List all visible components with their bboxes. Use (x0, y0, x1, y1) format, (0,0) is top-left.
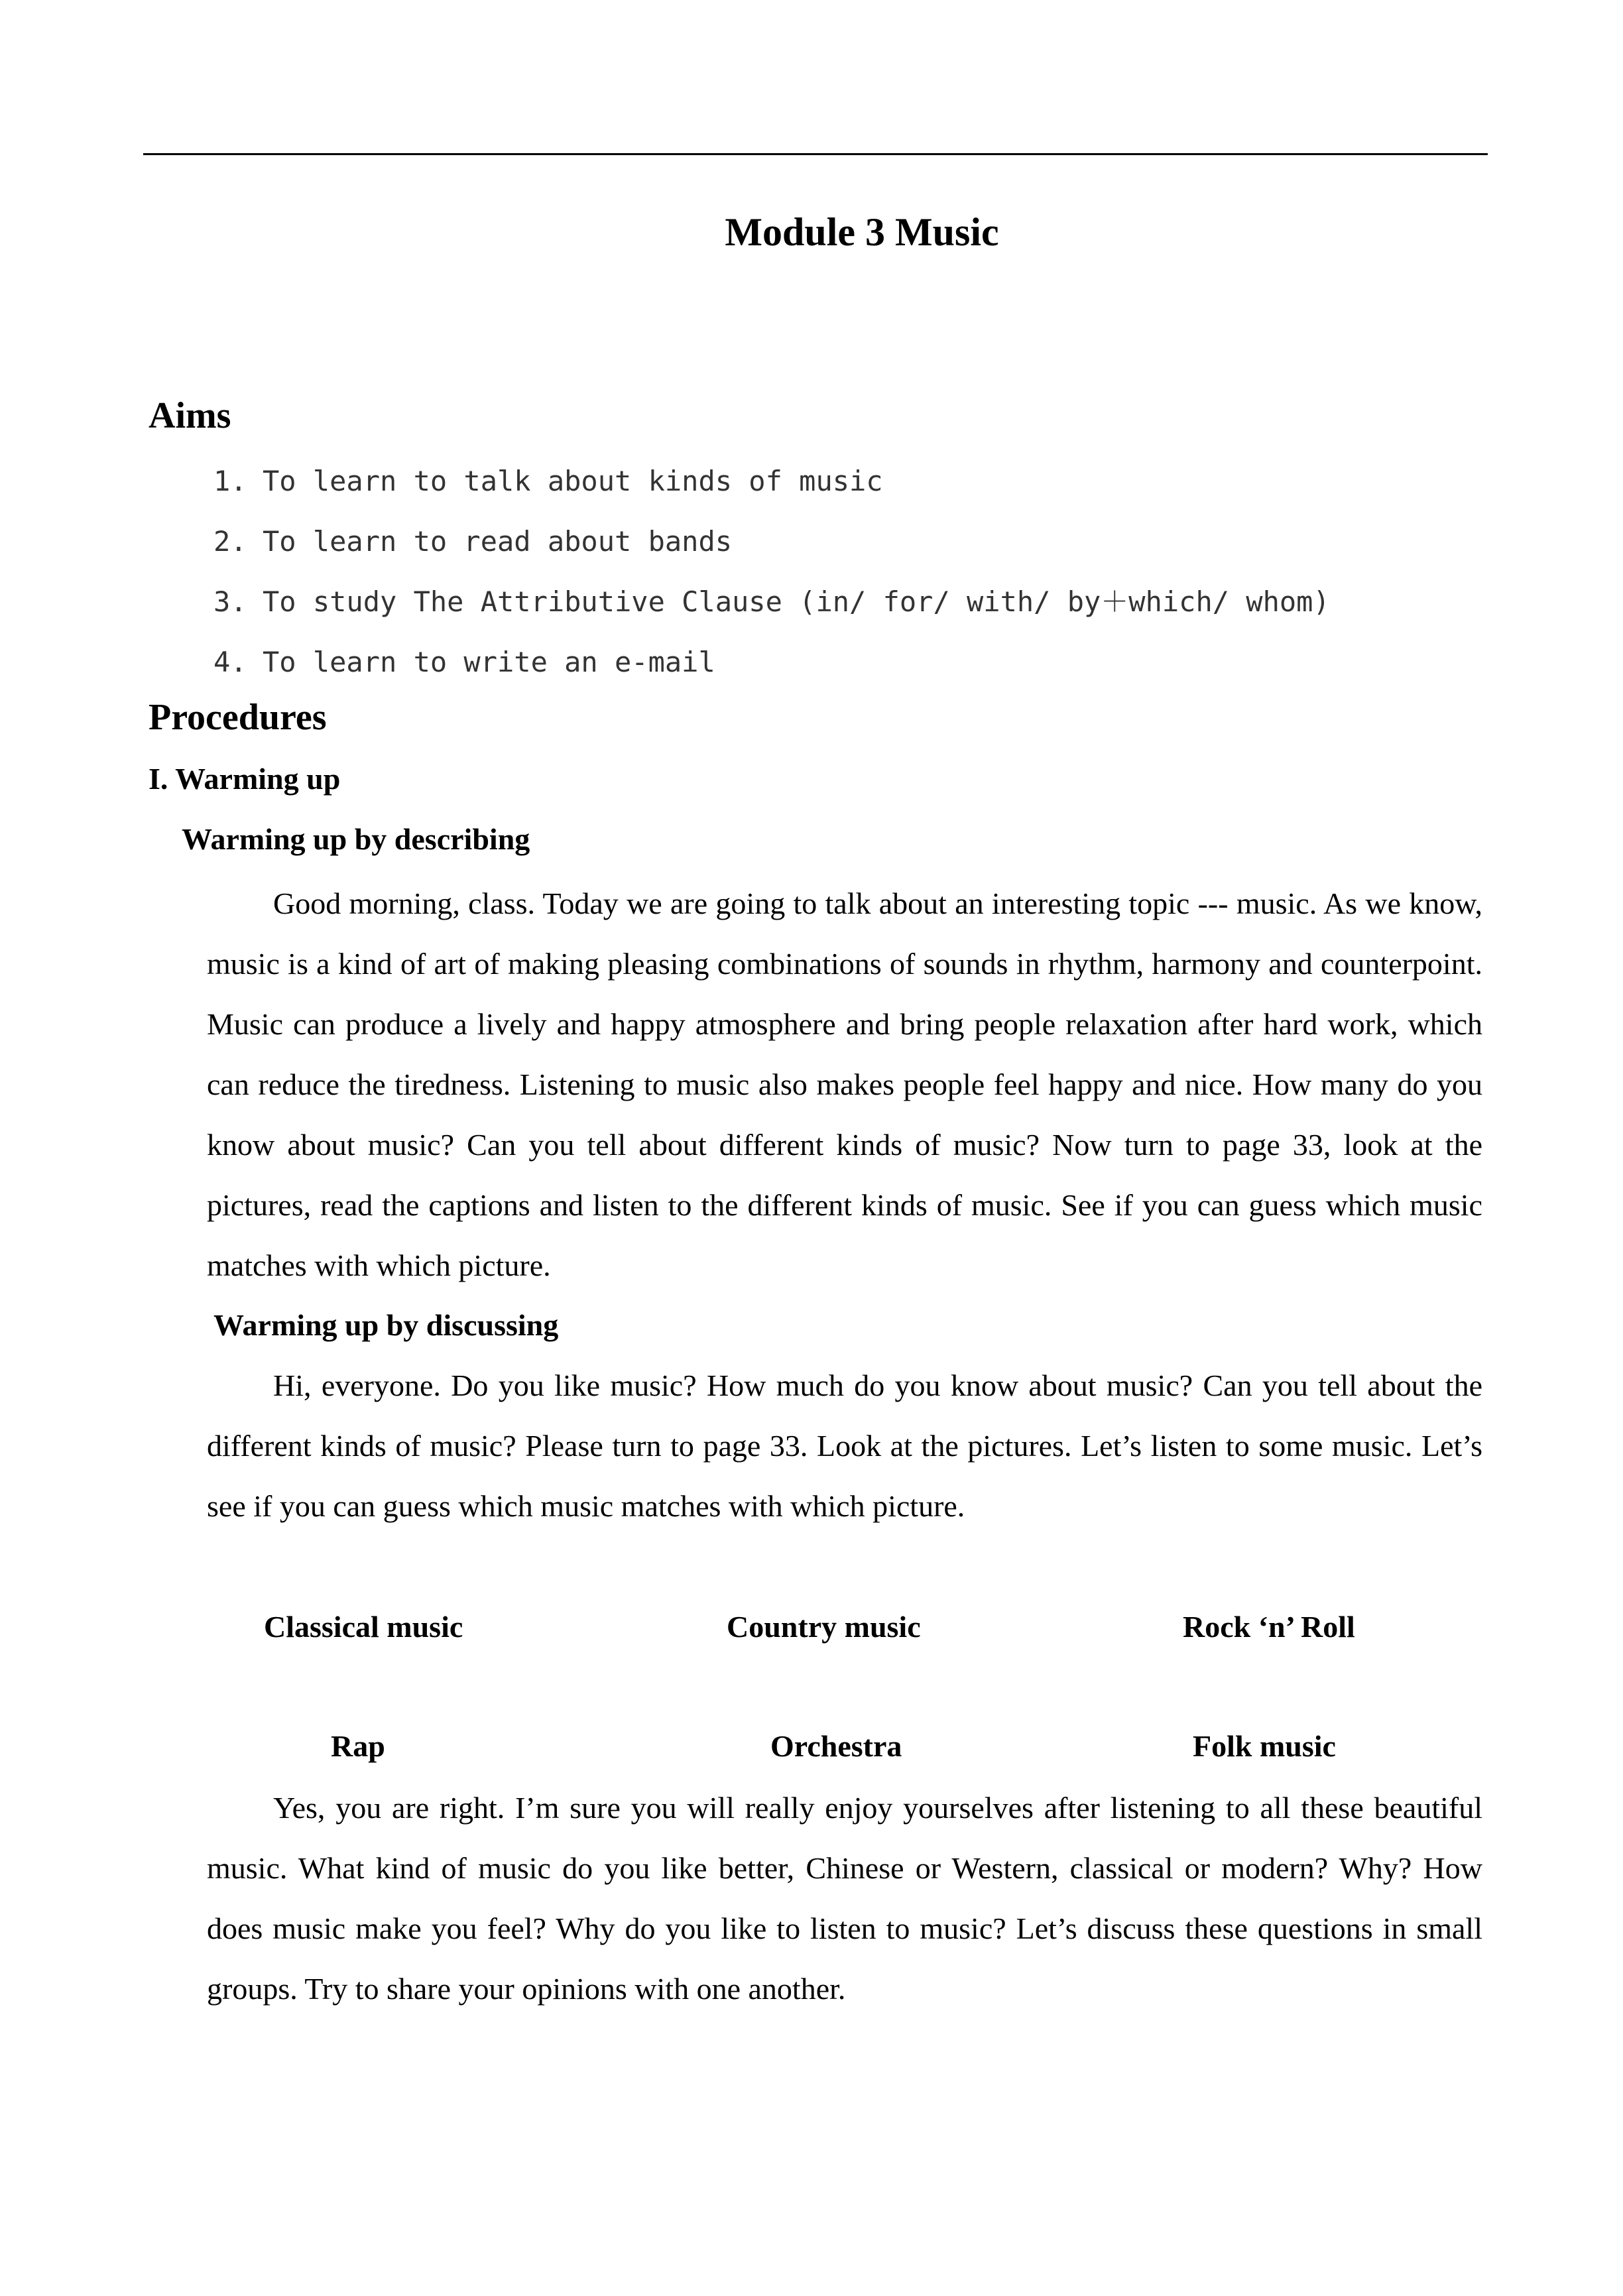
aim-text: To learn to read about bands (263, 525, 733, 558)
discussing-paragraph: Hi, everyone. Do you like music? How much do you know about music? Can you tell about the different kinds of music? Please turn to page 33. Look at the pictures. Let’s listen to some music. Let’s see if you can guess which music matches with which picture. (207, 1368, 1482, 1523)
header-rule (143, 153, 1488, 155)
subheading-describing: Warming up by describing (182, 822, 530, 856)
aim-item (213, 511, 1330, 572)
aim-text: To learn to talk about kinds of music (263, 465, 883, 497)
aim-number: 4. (213, 646, 247, 678)
aim-item (213, 572, 1330, 632)
aim-text: To study The Attributive Clause (in/ for/ with/ by＋which/ whom) (263, 585, 1330, 618)
genre-label: Country music (727, 1610, 921, 1644)
aims-heading: Aims (149, 395, 231, 436)
aim-number: 3. (213, 585, 247, 618)
genre-label: Rock ‘n’ Roll (1183, 1610, 1355, 1644)
genre-label: Rap (331, 1729, 385, 1763)
procedures-heading: Procedures (149, 697, 327, 738)
page-title: Module 3 Music (725, 210, 999, 254)
aim-number: 2. (213, 525, 247, 558)
aim-item (213, 632, 1330, 692)
aim-item (213, 451, 1330, 511)
aim-text: To learn to write an e-mail (263, 646, 715, 678)
genre-label: Folk music (1193, 1729, 1336, 1763)
subheading-discussing: Warming up by discussing (213, 1308, 559, 1342)
closing-paragraph: Yes, you are right. I’m sure you will really enjoy yourselves after listening to all these beautiful music. What kind of music do you like better, Chinese or Western, classical or modern? Why? How does music make you feel? Why do you like to listen to music? Let’s discuss these questions in small groups. Try to share your opinions with one another. (207, 1791, 1482, 2006)
aims-list (213, 451, 1330, 692)
genre-label: Orchestra (770, 1729, 902, 1763)
describing-paragraph: Good morning, class. Today we are going to talk about an interesting topic --- music. As we know, music is a kind of art of making pleasing combinations of sounds in rhythm, harmony and counterpoint. Music can produce a lively and happy atmosphere and bring people relaxation after hard work, which can reduce the tiredness. Listening to music also makes people feel happy and nice. How many do you know about music? Can you tell about different kinds of music? Now turn to page 33, look at the pictures, read the captions and listen to the different kinds of music. See if you can guess which music matches with which picture. (207, 886, 1482, 1282)
genre-label: Classical music (264, 1610, 463, 1644)
aim-number: 1. (213, 465, 247, 497)
section-heading-warming-up: I. Warming up (149, 762, 341, 796)
